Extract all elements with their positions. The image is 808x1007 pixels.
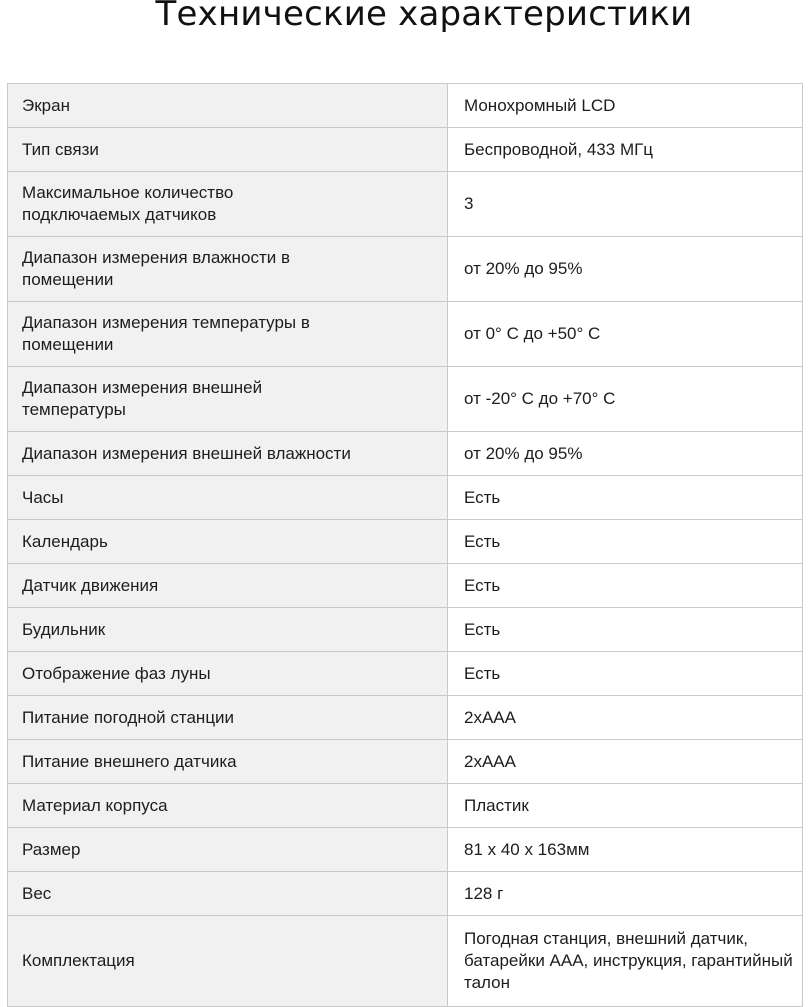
table-row (8, 476, 803, 520)
spec-value: 2хААА (448, 696, 803, 740)
spec-param: Питание погодной станции (8, 696, 448, 740)
spec-param: Диапазон измерения влажности в помещении (8, 237, 448, 302)
spec-param: Диапазон измерения температуры в помещении (8, 302, 448, 367)
spec-value: Монохромный LCD (448, 84, 803, 128)
spec-value: от -20° С до +70° С (448, 367, 803, 432)
table-row (8, 520, 803, 564)
spec-value: от 20% до 95% (448, 432, 803, 476)
table-row (8, 367, 803, 432)
spec-param: Диапазон измерения внешней температуры (8, 367, 448, 432)
spec-param: Комплектация (8, 916, 448, 1007)
table-row (8, 696, 803, 740)
spec-value: Погодная станция, внешний датчик, батарейки ААА, инструкция, гарантийный талон (448, 916, 803, 1007)
spec-value: от 20% до 95% (448, 237, 803, 302)
spec-param: Часы (8, 476, 448, 520)
table-row (8, 828, 803, 872)
spec-value: Есть (448, 564, 803, 608)
table-row (8, 784, 803, 828)
spec-param: Тип связи (8, 128, 448, 172)
table-row (8, 872, 803, 916)
table-row (8, 564, 803, 608)
table-row (8, 302, 803, 367)
spec-param: Календарь (8, 520, 448, 564)
table-row (8, 84, 803, 128)
spec-value: Есть (448, 476, 803, 520)
spec-param: Максимальное количество подключаемых датчиков (8, 172, 448, 237)
table-row (8, 652, 803, 696)
spec-param: Экран (8, 84, 448, 128)
spec-param: Материал корпуса (8, 784, 448, 828)
page-title: Технические характеристики (155, 0, 693, 34)
spec-value: Есть (448, 520, 803, 564)
table-row (8, 172, 803, 237)
spec-value: Пластик (448, 784, 803, 828)
spec-value: 2хААА (448, 740, 803, 784)
spec-param: Питание внешнего датчика (8, 740, 448, 784)
spec-param: Вес (8, 872, 448, 916)
table-row (8, 128, 803, 172)
table-row (8, 237, 803, 302)
spec-value: 3 (448, 172, 803, 237)
spec-param: Отображение фаз луны (8, 652, 448, 696)
spec-value: 81 х 40 х 163мм (448, 828, 803, 872)
spec-value: Есть (448, 608, 803, 652)
spec-param: Будильник (8, 608, 448, 652)
spec-param: Диапазон измерения внешней влажности (8, 432, 448, 476)
table-row (8, 740, 803, 784)
spec-param: Размер (8, 828, 448, 872)
specs-table (7, 83, 803, 1007)
table-row (8, 432, 803, 476)
spec-param: Датчик движения (8, 564, 448, 608)
spec-value: от 0° С до +50° С (448, 302, 803, 367)
spec-value: 128 г (448, 872, 803, 916)
table-row (8, 608, 803, 652)
spec-value: Беспроводной, 433 МГц (448, 128, 803, 172)
spec-value: Есть (448, 652, 803, 696)
table-row (8, 916, 803, 1007)
